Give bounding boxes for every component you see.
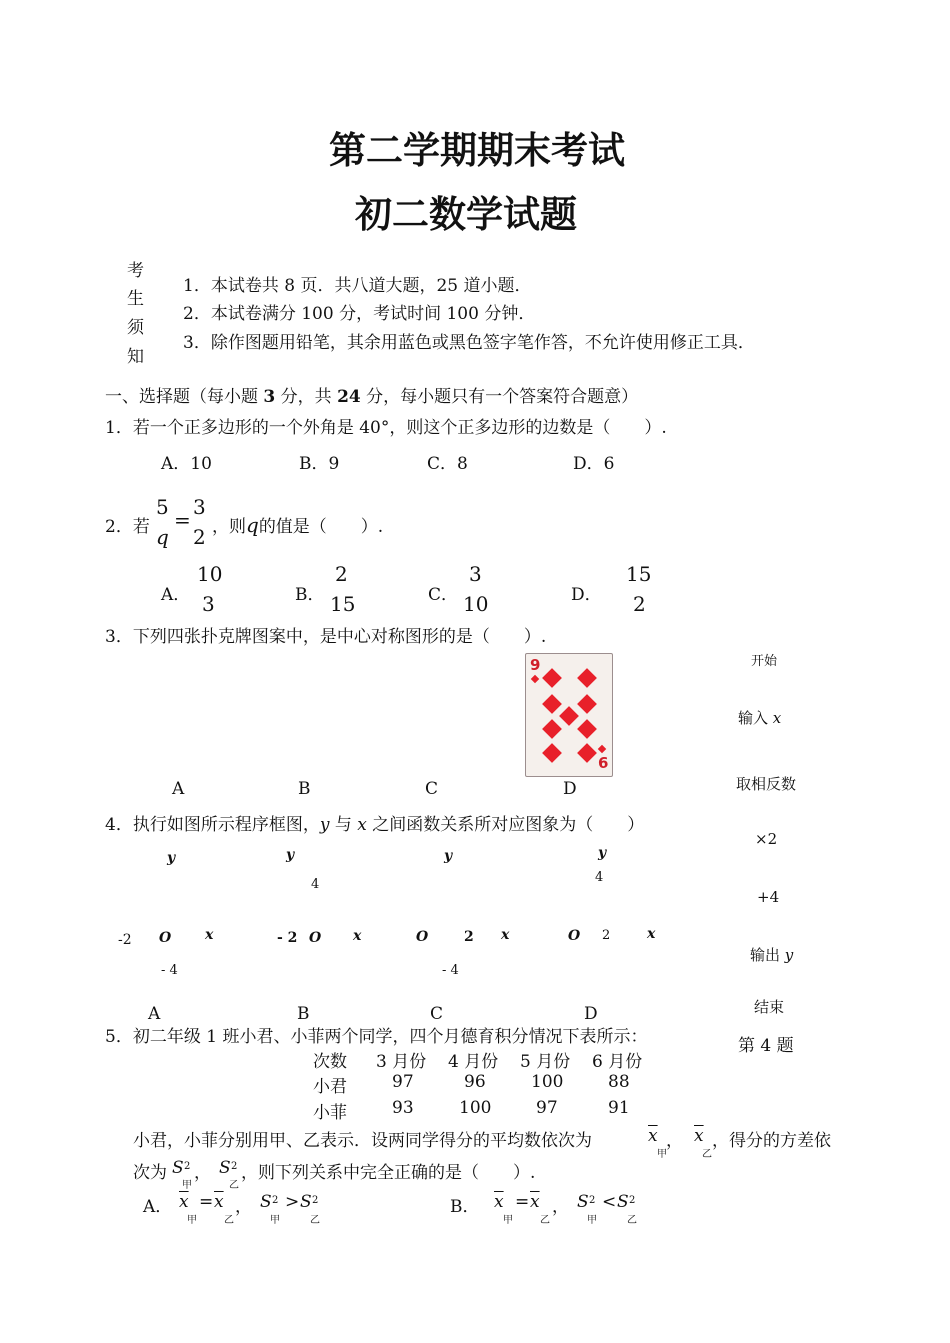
- flowchart-start: 开始: [751, 654, 778, 669]
- table-cell: 100: [531, 1072, 564, 1092]
- flowchart-plus-four: +4: [757, 888, 780, 906]
- flowchart-times-two: ×2: [755, 830, 778, 848]
- card-mini-diamond-icon: [598, 745, 606, 753]
- q5-line1-prefix: 小君，小菲分别用甲、乙表示．设两同学得分的平均数依次为: [133, 1131, 592, 1151]
- table-header-cell: 次数: [313, 1052, 347, 1072]
- sub-jia: 甲: [182, 1180, 192, 1191]
- section-middle: 分，共: [275, 387, 338, 407]
- s-yi: S: [219, 1158, 231, 1178]
- s-yi: S: [300, 1192, 312, 1212]
- flowchart-end: 结束: [754, 998, 785, 1016]
- table-cell: 93: [392, 1098, 414, 1118]
- notice-item: 2．本试卷满分 100 分，考试时间 100 分钟．: [183, 304, 536, 324]
- greater-than: >: [285, 1192, 300, 1212]
- question-5: 5．初二年级 1 班小君、小菲两个同学，四个月德育积分情况下表所示：: [105, 1027, 648, 1047]
- sub-jia: 甲: [587, 1215, 597, 1226]
- graph-b-label: B: [297, 1004, 310, 1024]
- sup-2: 2: [231, 1161, 238, 1172]
- q3-label-d: D: [563, 779, 577, 799]
- sub-yi: 乙: [702, 1149, 712, 1160]
- q2-var: q: [246, 513, 259, 537]
- q2-option-b-num: 2: [335, 562, 348, 586]
- card-rank-bottom: 6: [598, 754, 609, 772]
- graph-d-label: D: [584, 1004, 598, 1024]
- diamond-icon: [542, 694, 562, 714]
- xbar-jia: $\overline{x}$: [179, 1192, 189, 1212]
- flowchart-negate: 取相反数: [736, 775, 797, 793]
- exam-title: 第二学期期末考试: [329, 129, 625, 172]
- diamond-icon: [577, 719, 597, 739]
- notice-item: 3．除作图题用铅笔，其余用蓝色或黑色签字笔作答，不允许使用修正工具．: [183, 333, 755, 353]
- q1-option-b: B．9: [299, 454, 340, 474]
- diamond-icon: [542, 743, 562, 763]
- q2-option-b-den: 15: [330, 592, 356, 616]
- diamond-icon: [542, 668, 562, 688]
- notice-item: 1．本试卷共 8 页．共八道大题，25 道小题．: [183, 276, 532, 296]
- diamond-icon: [577, 743, 597, 763]
- notice-label-char: 须: [127, 318, 144, 338]
- sub-jia: 甲: [187, 1215, 197, 1226]
- q2-option-c-den: 10: [463, 592, 489, 616]
- diamond-icon: [577, 694, 597, 714]
- flowchart-input-var: x: [772, 709, 782, 727]
- q4-prefix: 4．执行如图所示程序框图，: [105, 815, 320, 835]
- q2-middle: ，则: [212, 517, 246, 537]
- less-than: <: [602, 1192, 617, 1212]
- graph-c-neg4: - 4: [442, 963, 459, 978]
- question-1: 1．若一个正多边形的一个外角是 40°，则这个正多边形的边数是（ ）.: [105, 418, 667, 438]
- graph-d-origin: O: [568, 928, 581, 944]
- graph-c-two: 2: [464, 929, 474, 945]
- flowchart-output: [750, 944, 793, 965]
- graph-b-four: 4: [311, 877, 320, 892]
- graph-c-label: C: [430, 1004, 444, 1024]
- diamond-icon: [559, 706, 579, 726]
- q2-suffix: 的值是（ ）.: [258, 517, 384, 537]
- table-header-cell: 3 月份: [376, 1052, 427, 1072]
- table-row-name: 小菲: [313, 1103, 347, 1123]
- sub-yi: 乙: [310, 1215, 320, 1226]
- q2-frac-num-right: 3: [193, 495, 206, 519]
- q2-frac-num-left: 5: [156, 495, 169, 519]
- q5-line2-prefix: 次为: [133, 1163, 167, 1183]
- graph-d-y-label: y: [598, 845, 607, 861]
- q2-option-d-label: D．: [571, 585, 602, 605]
- section-prefix: 一、选择题（每小题: [105, 387, 264, 407]
- comma: ，: [235, 1197, 252, 1217]
- comma: ，: [666, 1131, 683, 1151]
- notice-label-char: 生: [127, 289, 144, 309]
- sub-jia: 甲: [270, 1215, 280, 1226]
- graph-c-y-label: y: [444, 848, 453, 864]
- notice-label-char: 考: [127, 261, 144, 281]
- equals: =: [199, 1192, 214, 1212]
- flowchart-input: [738, 707, 781, 728]
- graph-b-x-label: x: [353, 928, 362, 944]
- q2-prefix: 2．若: [105, 517, 150, 537]
- sub-yi: 乙: [224, 1215, 234, 1226]
- q2-frac-den-left: q: [156, 525, 169, 549]
- diamond-icon: [577, 668, 597, 688]
- graph-b-neg2: - 2: [277, 930, 298, 946]
- q5-option-a-label: A．: [143, 1197, 173, 1217]
- section-heading: [105, 382, 638, 407]
- table-cell: 97: [392, 1072, 414, 1092]
- s-jia: S: [260, 1192, 272, 1212]
- graph-a-x-label: x: [205, 927, 214, 943]
- q5-option-b-label: B．: [450, 1197, 480, 1217]
- q2-option-c-num: 3: [469, 562, 482, 586]
- graph-a-neg4: - 4: [161, 963, 178, 978]
- q2-option-d-num: 15: [626, 562, 652, 586]
- sub-yi: 乙: [540, 1215, 550, 1226]
- table-cell: 96: [464, 1072, 486, 1092]
- xbar-yi: $\overline{x}$: [694, 1126, 704, 1146]
- flowchart-caption: 第 4 题: [738, 1036, 794, 1056]
- sup-2: 2: [629, 1195, 636, 1206]
- sup-2: 2: [184, 1161, 191, 1172]
- table-cell: 91: [608, 1098, 630, 1118]
- s-yi: S: [617, 1192, 629, 1212]
- table-header-cell: 5 月份: [520, 1052, 571, 1072]
- exam-subtitle: 初二数学试题: [355, 193, 577, 236]
- graph-a-y-label: y: [167, 850, 176, 866]
- comma: ，: [194, 1163, 211, 1183]
- notice-label-char: 知: [127, 347, 144, 367]
- sup-2: 2: [312, 1195, 319, 1206]
- graph-a-label: A: [148, 1004, 161, 1024]
- question-3: 3．下列四张扑克牌图案中，是中心对称图形的是（ ）.: [105, 627, 547, 647]
- flowchart-output-var: y: [784, 946, 794, 964]
- sup-2: 2: [589, 1195, 596, 1206]
- q1-option-c: C．8: [427, 454, 468, 474]
- q2-frac-den-right: 2: [193, 525, 206, 549]
- xbar-jia: $\overline{x}$: [494, 1192, 504, 1212]
- graph-d-two: 2: [602, 928, 611, 943]
- q2-option-b-label: B．: [295, 585, 325, 605]
- q2-option-a-num: 10: [197, 562, 223, 586]
- q2-option-a-label: A．: [161, 585, 191, 605]
- q2-equals: =: [174, 508, 191, 532]
- s-jia: S: [172, 1158, 184, 1178]
- table-cell: 97: [536, 1098, 558, 1118]
- diamond-icon: [542, 719, 562, 739]
- sub-yi: 乙: [627, 1215, 637, 1226]
- card-rank-top: 9: [530, 656, 541, 674]
- q5-line2-suffix: ，则下列关系中完全正确的是（ ）.: [241, 1163, 536, 1183]
- table-header-cell: 4 月份: [448, 1052, 499, 1072]
- q3-label-a: A: [172, 779, 185, 799]
- q4-y: y: [319, 815, 330, 835]
- section-suffix: 分，每小题只有一个答案符合题意）: [360, 387, 639, 407]
- points-total: 24: [337, 387, 361, 407]
- s-jia: S: [577, 1192, 589, 1212]
- graph-a-neg2: -2: [118, 932, 132, 948]
- sub-jia: 甲: [503, 1215, 513, 1226]
- sub-yi: 乙: [229, 1180, 239, 1191]
- comma: ，: [552, 1197, 569, 1217]
- xbar-yi: $\overline{x}$: [214, 1192, 224, 1212]
- q3-label-c: C: [425, 779, 439, 799]
- graph-b-y-label: y: [286, 847, 295, 863]
- graph-a-origin: O: [159, 930, 172, 946]
- graph-c-x-label: x: [501, 927, 510, 943]
- xbar-yi: $\overline{x}$: [530, 1192, 540, 1212]
- q2-option-c-label: C．: [428, 585, 459, 605]
- table-cell: 88: [608, 1072, 630, 1092]
- playing-card-nine-of-diamonds: [525, 653, 613, 777]
- q4-suffix: 之间函数关系所对应图象为（ ）: [366, 815, 645, 835]
- graph-b-origin: O: [309, 930, 322, 946]
- points-each: 3: [263, 387, 276, 407]
- card-mini-diamond-icon: [531, 675, 539, 683]
- table-cell: 100: [459, 1098, 492, 1118]
- flowchart-output-label: 输出: [750, 946, 781, 964]
- table-header-cell: 6 月份: [592, 1052, 643, 1072]
- question-4: [105, 810, 644, 835]
- table-row-name: 小君: [313, 1077, 347, 1097]
- graph-d-four: 4: [595, 870, 604, 885]
- q3-label-b: B: [298, 779, 311, 799]
- q2-option-d-den: 2: [633, 592, 646, 616]
- q1-option-a: A．10: [161, 454, 212, 474]
- flowchart-input-label: 输入: [738, 709, 769, 727]
- sup-2: 2: [272, 1195, 279, 1206]
- q1-option-d: D．6: [573, 454, 615, 474]
- q4-x: x: [357, 815, 367, 835]
- graph-c-origin: O: [416, 929, 429, 945]
- equals: =: [515, 1192, 530, 1212]
- q5-line1-suffix: ，得分的方差依: [712, 1131, 831, 1151]
- xbar-jia: $\overline{x}$: [648, 1126, 658, 1146]
- q4-mid: 与: [329, 815, 358, 835]
- graph-d-x-label: x: [647, 926, 656, 942]
- sub-jia: 甲: [657, 1149, 667, 1160]
- q2-rest: [212, 512, 383, 537]
- q2-option-a-den: 3: [202, 592, 215, 616]
